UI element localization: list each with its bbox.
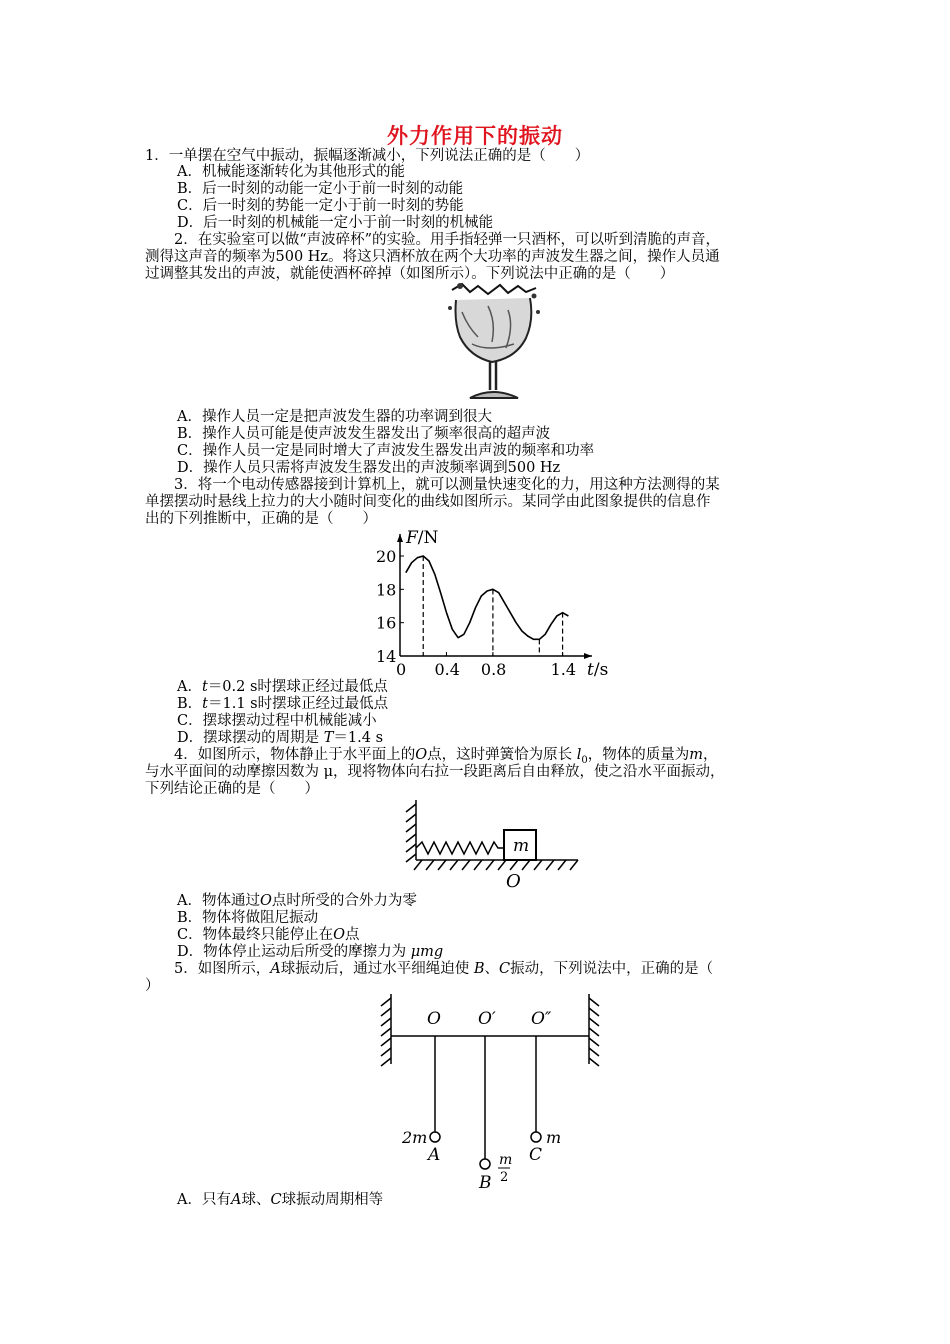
x-tick-label: 0.8: [480, 660, 507, 678]
x-tick-label: 1.4: [550, 660, 577, 678]
q3-stem-line1: 3．将一个电动传感器接到计算机上，就可以测量快速变化的力，用这种方法测得的某: [145, 477, 720, 493]
y-tick-label: 20: [376, 547, 397, 566]
q2-stem-line3: 过调整其发出的声波，就能使酒杯碎掉（如图所示）。下列说法中正确的是（ ）: [145, 266, 675, 282]
q1-option-a: A．机械能逐渐转化为其他形式的能: [177, 164, 405, 180]
wine-glass-icon: [448, 283, 540, 398]
q5-option-a: A．只有A球、C球振动周期相等: [177, 1192, 384, 1208]
ball-c-icon: [531, 1132, 541, 1142]
q2-stem-line1: 2．在实验室可以做“声波碎杯”的实验。用手指轻弹一只酒杯，可以听到清脆的声音，: [145, 232, 721, 248]
mass-a-label: 2m: [402, 1128, 428, 1147]
chart-series: [406, 556, 569, 639]
q4-stem-line3: 下列结论正确的是（ ）: [145, 781, 319, 797]
y-tick-label: 14: [376, 647, 397, 666]
ball-b-label: B: [479, 1173, 492, 1193]
x-tick-label: 0.4: [434, 660, 460, 678]
q2-option-c: C．操作人员一定是同时增大了声波发生器发出声波的频率和功率: [177, 443, 595, 459]
q2-option-d: D．操作人员只需将声波发生器发出的声波频率调到500 Hz: [177, 460, 561, 476]
svg-text:2: 2: [500, 1170, 509, 1185]
wine-glass-figure: [448, 282, 544, 404]
mass-c-label: m: [546, 1128, 562, 1147]
q1-option-c: C．后一时刻的势能一定小于前一时刻的势能: [177, 198, 464, 214]
q1-stem: 1．一单摆在空气中振动，振幅逐渐减小，下列说法正确的是（ ）: [145, 148, 590, 164]
page-title: 外力作用下的振动: [387, 124, 563, 148]
block-mass-label: m: [513, 836, 530, 856]
ball-c-label: C: [529, 1145, 543, 1165]
q4-stem-line2: 与水平面间的动摩擦因数为 μ，现将物体向右拉一段距离后自由释放，使之沿水平面振动，: [145, 764, 725, 780]
chart-y-axis-label: [405, 528, 439, 548]
spring-icon: [416, 842, 504, 854]
x-axis-variable: t: [587, 660, 594, 678]
wall-hatch-icon: [406, 800, 578, 870]
spring-block-figure: [400, 796, 590, 892]
origin-point-label: O: [506, 871, 521, 892]
q2-option-a: A．操作人员一定是把声波发生器的功率调到很大: [177, 409, 492, 425]
point-o-double-prime-label: O″: [531, 1009, 552, 1029]
q4-stem-line1: 4．如图所示，物体静止于水平面上的O点，这时弹簧恰为原长 $l_0$，物体的质量为m，: [145, 747, 718, 766]
chart-origin-label: 0: [396, 660, 407, 678]
force-time-chart: [360, 528, 620, 678]
q2-stem-line2: 测得这声音的频率为500 Hz。将这只酒杯放在两个大功率的声波发生器之间，操作人员通: [145, 249, 720, 265]
chart-tick-labels: [376, 547, 576, 678]
ball-a-icon: [430, 1132, 440, 1142]
force-curve-line: [406, 556, 569, 639]
q3-option-d: D．摆球摆动的周期是 T＝1.4 s: [177, 730, 384, 746]
left-wall-hatch-icon: [381, 994, 391, 1066]
x-axis-unit: /s: [593, 660, 609, 678]
ball-a-label: A: [428, 1145, 441, 1165]
y-axis-arrow-icon: [397, 534, 403, 542]
q4-option-d: D．物体停止运动后所受的摩擦力为 μmg: [177, 944, 444, 960]
q4-option-b: B．物体将做阻尼振动: [177, 910, 319, 926]
q2-option-b: B．操作人员可能是使声波发生器发出了频率很高的超声波: [177, 426, 551, 442]
q3-stem-line3: 出的下列推断中，正确的是（ ）: [145, 511, 377, 527]
right-wall-hatch-icon: [589, 994, 599, 1066]
q1-option-d: D．后一时刻的机械能一定小于前一时刻的机械能: [177, 215, 494, 231]
q4-option-a: A．物体通过O点时所受的合外力为零: [177, 893, 417, 909]
x-axis-arrow-icon: [584, 653, 592, 659]
y-axis-variable: F: [406, 528, 418, 548]
q4-option-c: C．物体最终只能停止在O点: [177, 927, 360, 943]
q1-option-b: B．后一时刻的动能一定小于前一时刻的动能: [177, 181, 464, 197]
q3-stem-line2: 单摆摆动时悬线上拉力的大小随时间变化的曲线如图所示。某同学由此图象提供的信息作: [145, 494, 711, 510]
y-tick-label: 18: [376, 580, 397, 600]
y-axis-unit: /N: [417, 528, 439, 548]
point-o-prime-label: O′: [478, 1009, 496, 1029]
q3-option-a: A．t＝0.2 s时摆球正经过最低点: [177, 679, 388, 695]
mass-b-fraction: [498, 1152, 512, 1185]
q5-stem-line2: ）: [145, 978, 160, 994]
three-pendulum-figure: [375, 994, 635, 1194]
ball-b-icon: [480, 1159, 490, 1169]
svg-text:m: m: [499, 1152, 513, 1168]
chart-x-axis-label: [587, 660, 608, 678]
point-o-label: O: [427, 1009, 441, 1029]
q3-option-c: C．摆球摆动过程中机械能减小: [177, 713, 377, 729]
y-tick-label: 16: [376, 613, 397, 633]
q3-option-b: B．t＝1.1 s时摆球正经过最低点: [177, 696, 389, 712]
q5-stem-line1: 5．如图所示，A球振动后，通过水平细绳迫使 B、C振动，下列说法中，正确的是（: [145, 961, 714, 977]
